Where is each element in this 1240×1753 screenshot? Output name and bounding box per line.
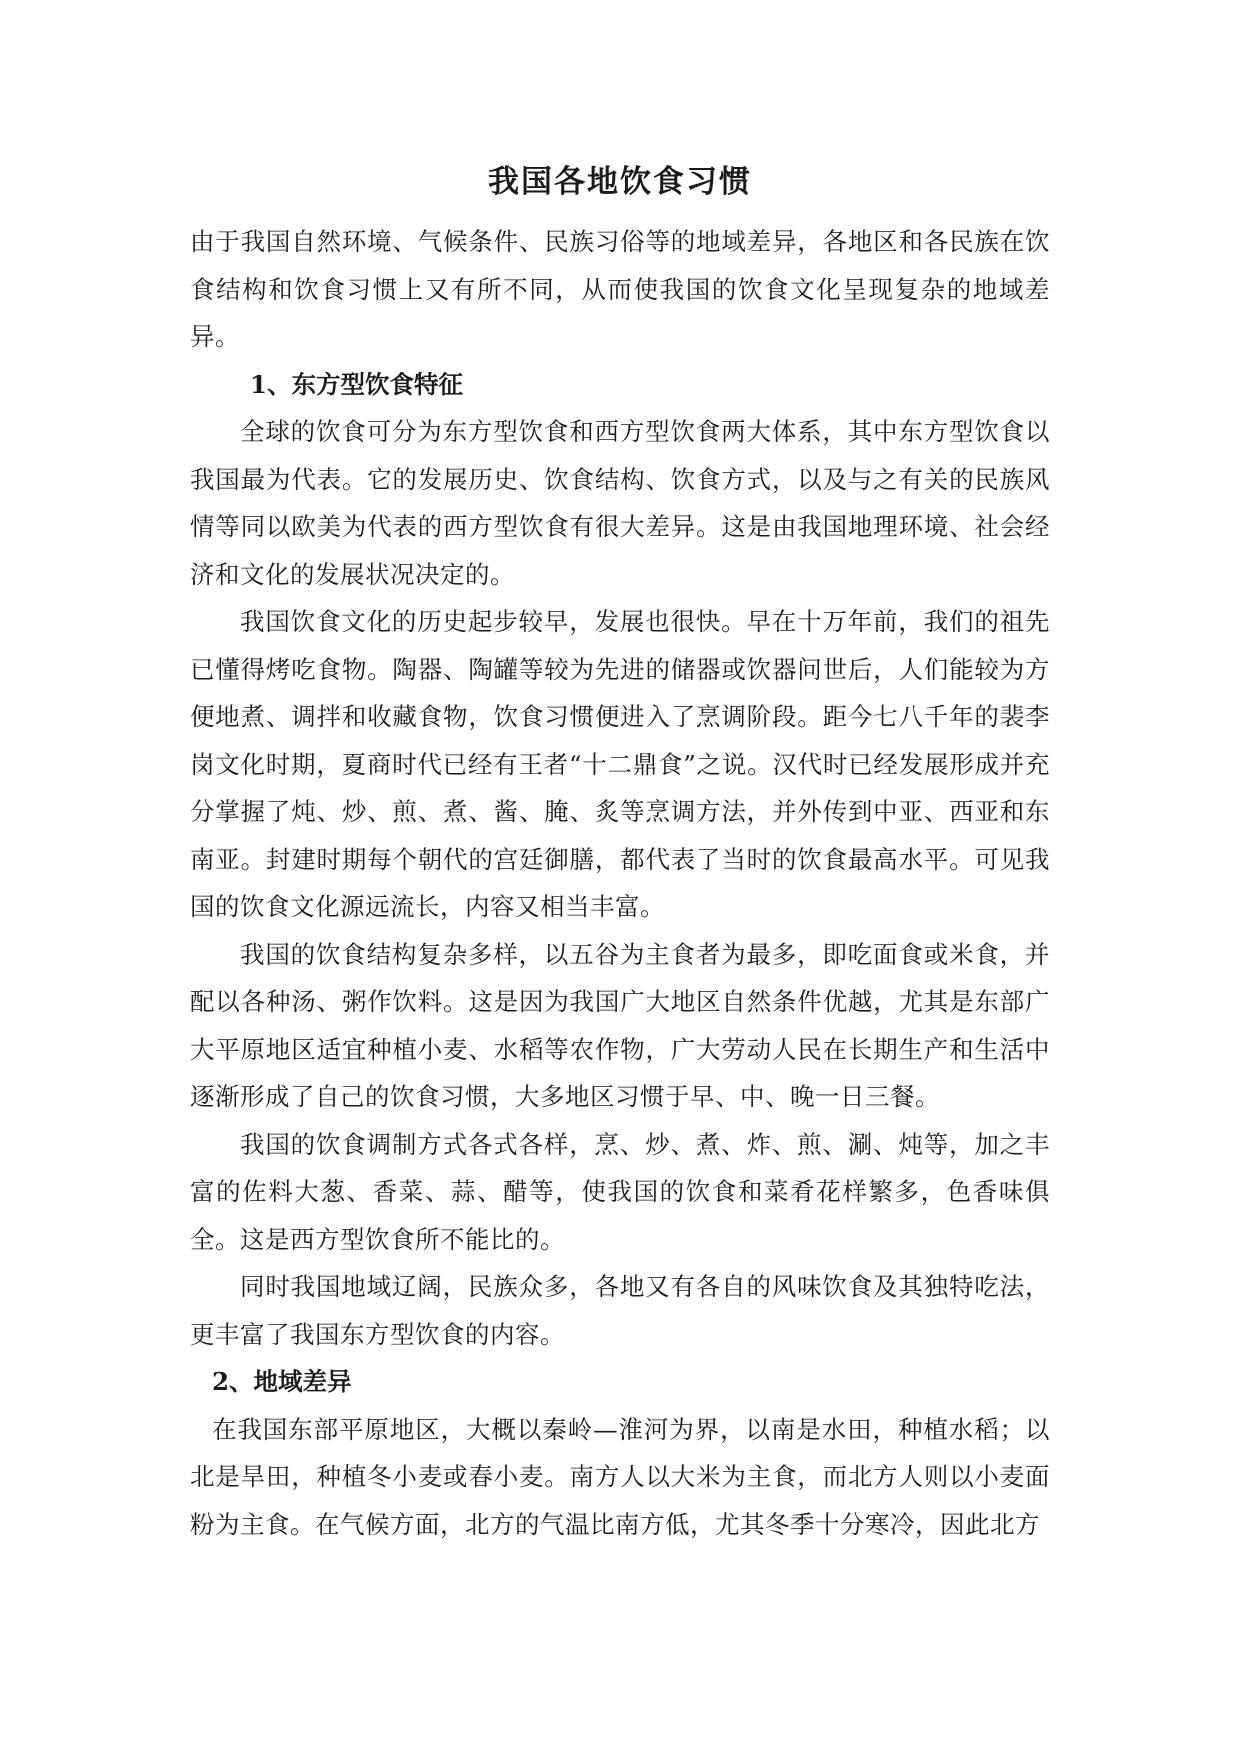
section-1-paragraph: 同时我国地域辽阔，民族众多，各地又有各自的风味饮食及其独特吃法，更丰富了我国东方型饮食的内容。 xyxy=(190,1272,1050,1349)
section-2-paragraph: 在我国东部平原地区，大概以秦岭—淮河为界，以南是水田，种植水稻；以北是旱田，种植冬小麦或春小麦。南方人以大米为主食，而北方人则以小麦面粉为主食。在气候方面，北方的气温比南方低，尤其冬季十分寒冷，因此北方 xyxy=(190,1414,1050,1539)
section-1-paragraph: 全球的饮食可分为东方型饮食和西方型饮食两大体系，其中东方型饮食以我国最为代表。它的发展历史、饮食结构、饮食方式，以及与之有关的民族风情等同以欧美为代表的西方型饮食有很大差异。这是由我国地理环境、社会经济和文化的发展状况决定的。 xyxy=(190,417,1050,589)
section-2-heading: 2、地域差异 xyxy=(212,1367,352,1396)
intro-paragraph: 由于我国自然环境、气候条件、民族习俗等的地域差异，各地区和各民族在饮食结构和饮食习惯上又有所不同，从而使我国的饮食文化呈现复杂的地域差异。 xyxy=(190,227,1050,351)
document-body xyxy=(190,218,1050,1548)
section-1-paragraph: 我国的饮食结构复杂多样，以五谷为主食者为最多，即吃面食或米食，并配以各种汤、粥作饮料。这是因为我国广大地区自然条件优越，尤其是东部广大平原地区适宜种植小麦、水稻等农作物，广大劳动人民在长期生产和生活中逐渐形成了自己的饮食习惯，大多地区习惯于早、中、晚一日三餐。 xyxy=(190,939,1050,1111)
section-1-paragraph: 我国的饮食调制方式各式各样，烹、炒、煮、炸、煎、涮、炖等，加之丰富的佐料大葱、香菜、蒜、醋等，使我国的饮食和菜肴花样繁多，色香味俱全。这是西方型饮食所不能比的。 xyxy=(190,1129,1050,1254)
document-title: 我国各地饮食习惯 xyxy=(488,164,752,200)
section-1-heading: 1、东方型饮食特征 xyxy=(250,369,464,399)
section-1-paragraph: 我国饮食文化的历史起步较早，发展也很快。早在十万年前，我们的祖先已懂得烤吃食物。陶器、陶罐等较为先进的储器或饮器问世后，人们能较为方便地煮、调拌和收藏食物，饮食习惯便进入了烹调阶段。距今七八千年的裴李岗文化时期，夏商时代已经有王者“十二鼎食”之说。汉代时已经发展形成并充分掌握了炖、炒、煎、煮、酱、腌、炙等烹调方法，并外传到中亚、西亚和东南亚。封建时期每个朝代的宫廷御膳，都代表了当时的饮食最高水平。可见我国的饮食文化源远流长，内容又相当丰富。 xyxy=(190,607,1050,921)
